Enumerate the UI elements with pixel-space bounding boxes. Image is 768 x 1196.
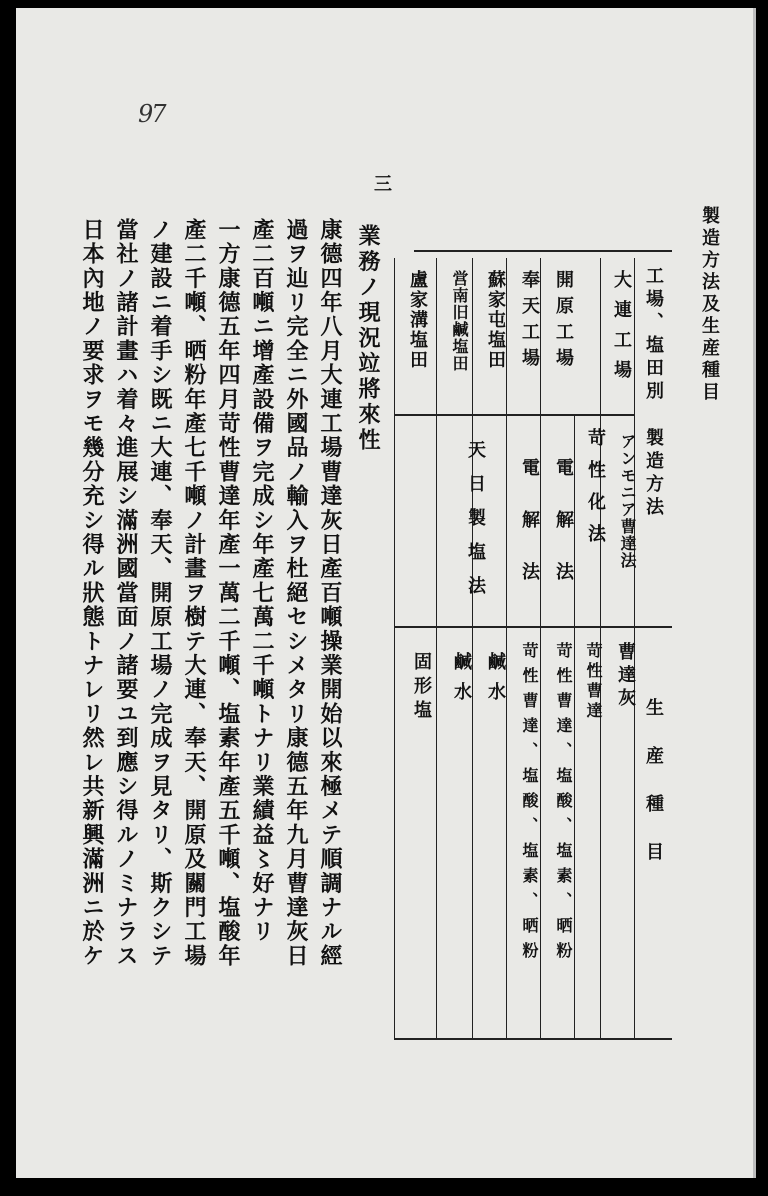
row-factory: 開原工場 <box>553 270 574 374</box>
table-heading: 製造方法及生産種目 <box>699 206 720 404</box>
row-factory: 奉天工場 <box>519 270 540 374</box>
row-products: 苛性曹達、塩酸、塩素、晒粉 <box>520 642 539 967</box>
table-top-border <box>414 250 672 252</box>
section-title: 業務ノ現況竝將來性 <box>355 224 381 454</box>
body-line: 日本內地ノ要求ヲモ幾分充シ得ル狀態トナレリ然レ共新興滿洲ニ於ケ <box>79 218 105 969</box>
row-products: 鹹水 <box>451 652 472 712</box>
table-column-line <box>436 258 437 1038</box>
row-factory: 盧家溝塩田 <box>407 270 428 370</box>
row-method: 天日製塩法 <box>465 440 486 610</box>
body-line: ノ建設ニ着手シ既ニ大連、奉天、開原工場ノ完成ヲ見タリ、斯クシテ <box>147 218 173 969</box>
section-number: 三 <box>371 174 392 192</box>
header-method: 製造方法 <box>643 428 664 520</box>
row-products: 曹達灰 <box>615 642 636 711</box>
body-line: 產二千噸、晒粉年產七千噸ノ計畫ヲ樹テ大連、奉天、開原及關門工場 <box>181 218 207 969</box>
row-factory: 蘇家屯塩田 <box>485 270 506 370</box>
body-line: 產二百噸ニ增產設備ヲ完成シ年產七萬二千噸トナリ業績益〻好ナリ <box>249 218 275 944</box>
table-column-line <box>506 258 507 1038</box>
body-line: 當社ノ諸計畫ハ着々進展シ滿洲國當面ノ諸要ユ到應シ得ルノミナラス <box>113 218 139 969</box>
row-products: 苛性曹達 <box>584 642 603 722</box>
header-products: 生産種目 <box>643 698 664 890</box>
table-bottom-border <box>394 1038 672 1040</box>
row-method: 苛性化法 <box>585 428 606 556</box>
table-column-line <box>472 258 473 1038</box>
row-method: 電解法 <box>553 458 574 614</box>
header-factory: 工場、塩田別 <box>643 266 664 404</box>
row-products: 鹹水 <box>485 652 506 712</box>
row-method: アンモニア曹達法 <box>618 433 637 569</box>
page-number: 97 <box>138 100 165 128</box>
row-factory: 営南旧鹹塩田 <box>450 270 469 372</box>
body-line: 一方康德五年四月苛性曹達年產一萬二千噸、塩素年產五千噸、塩酸年 <box>215 218 241 969</box>
row-products: 固形塩 <box>411 652 432 724</box>
body-line: 過ヲ辿リ完全ニ外國品ノ輸入ヲ杜絕セシメタリ康德五年九月曹達灰日 <box>283 218 309 969</box>
document-page <box>16 8 756 1178</box>
row-factory: 大連工場 <box>611 270 632 390</box>
row-method: 電解法 <box>519 458 540 614</box>
body-line: 康德四年八月大連工場曹達灰日產百噸操業開始以來極メテ順調ナル經 <box>317 218 343 969</box>
table-header-divider <box>394 414 634 416</box>
row-products: 苛性曹達、塩酸、塩素、晒粉 <box>554 642 573 967</box>
table-left-border <box>394 258 395 1040</box>
